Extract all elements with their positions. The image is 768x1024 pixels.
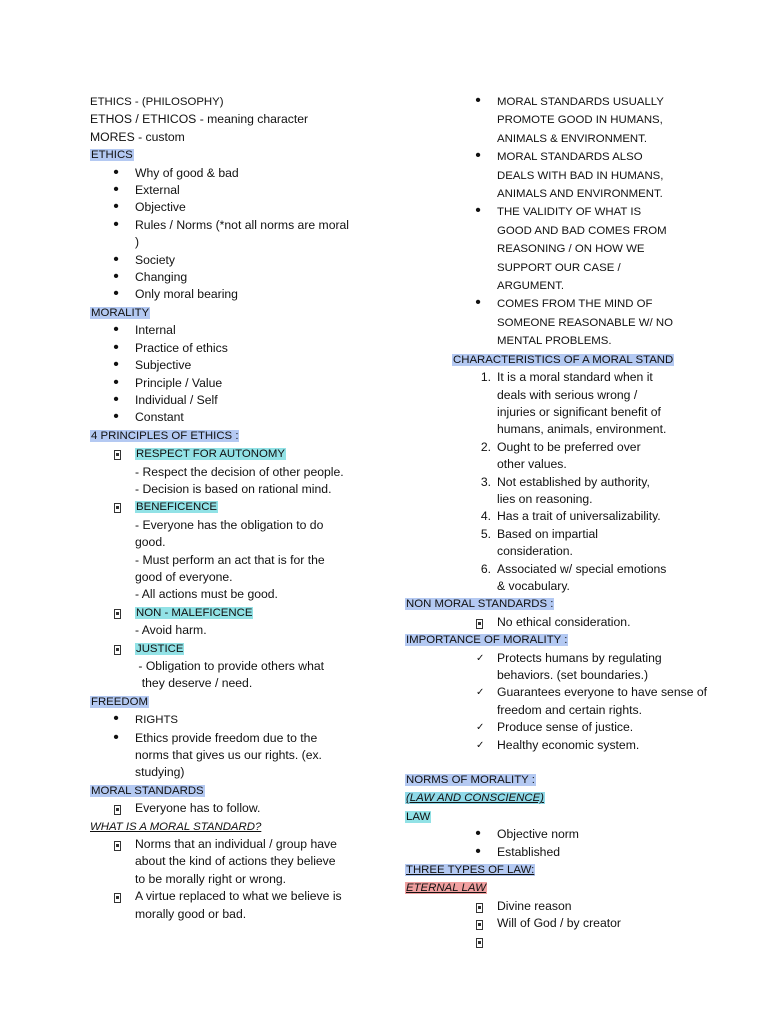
section-heading: IMPORTANCE OF MORALITY :	[406, 634, 568, 647]
line-text: ARGUMENT.	[497, 280, 565, 293]
left-line	[90, 165, 380, 182]
line-text: JUSTICE	[136, 642, 184, 655]
right-column	[405, 93, 708, 933]
line-text: RESPECT FOR AUTONOMY	[136, 448, 285, 461]
line-text: Guarantees everyone to have sense of	[497, 685, 708, 700]
line-text: behaviors. (set boundaries.)	[497, 668, 649, 682]
left-line	[90, 481, 380, 498]
bullet-icon	[472, 148, 484, 165]
line-text: THE VALIDITY OF WHAT IS	[497, 206, 642, 219]
left-line	[90, 217, 380, 234]
section-heading: NORMS OF MORALITY :	[406, 774, 535, 787]
line-text: about the kind of actions they believe	[135, 854, 336, 869]
line-text: MORAL STANDARDS USUALLY	[497, 96, 664, 108]
line-text: - Respect the decision of other people.	[135, 464, 344, 479]
line-text: Protects humans by regulating	[497, 650, 662, 665]
right-line	[405, 543, 690, 560]
line-text: MENTAL PROBLEMS.	[497, 335, 612, 348]
right-line	[405, 561, 690, 578]
line-text: MORES - custom	[90, 129, 185, 144]
bullet-icon	[110, 357, 122, 374]
line-text: External	[135, 183, 180, 198]
right-line	[405, 421, 690, 438]
line-text: PROMOTE GOOD IN HUMANS,	[497, 114, 663, 127]
right-line	[405, 771, 690, 789]
bullet-icon	[110, 165, 122, 182]
line-text: studying)	[135, 765, 185, 780]
line-text: Not established by authority,	[497, 474, 650, 489]
right-line	[405, 508, 690, 525]
line-text: freedom and certain rights.	[497, 702, 642, 717]
line-text: ETHOS / ETHICOS - meaning character	[90, 112, 309, 127]
section-heading: (LAW AND CONSCIENCE)	[406, 792, 544, 805]
left-line	[90, 286, 380, 303]
left-line	[90, 658, 380, 675]
line-text: BENEFICENCE	[136, 501, 218, 514]
right-line	[405, 240, 690, 258]
checkmark-icon: ✓	[476, 722, 485, 734]
right-line	[405, 879, 690, 897]
bullet-icon	[110, 392, 122, 409]
line-text: to be morally right or wrong.	[135, 871, 287, 886]
right-line	[405, 719, 690, 736]
line-text: Healthy economic system.	[497, 737, 640, 752]
left-line	[90, 199, 380, 216]
missing-glyph-icon	[476, 920, 483, 930]
line-text: Subjective	[135, 358, 192, 373]
right-line	[405, 526, 690, 543]
left-line	[90, 445, 380, 463]
line-text: they deserve / need.	[135, 676, 253, 691]
right-line	[405, 684, 708, 701]
line-text: ETHICS - (PHILOSOPHY)	[90, 96, 224, 108]
bullet-icon	[110, 375, 122, 392]
section-heading: ETERNAL LAW	[406, 882, 486, 895]
missing-glyph-icon	[476, 903, 483, 913]
line-text: norms that gives us our rights. (ex.	[135, 748, 322, 763]
checkmark-icon: ✓	[476, 687, 485, 699]
missing-glyph-icon	[114, 450, 121, 460]
left-line	[90, 871, 380, 888]
missing-glyph-icon	[114, 503, 121, 513]
bullet-icon	[110, 409, 122, 426]
list-number: 1.	[480, 370, 491, 385]
right-line	[405, 93, 690, 111]
line-text: Why of good & bad	[135, 165, 239, 180]
section-heading: CHARACTERISTICS OF A MORAL STAND	[453, 353, 674, 366]
line-text: A virtue replaced to what we believe is	[135, 889, 342, 904]
left-line	[90, 93, 380, 111]
right-line	[405, 491, 690, 508]
left-line	[90, 304, 380, 322]
line-text: Rules / Norms (*not all norms are moral	[135, 217, 350, 232]
bullet-icon	[110, 340, 122, 357]
right-line	[405, 578, 690, 595]
left-line	[90, 552, 380, 569]
line-text: )	[135, 235, 140, 250]
right-line	[405, 898, 690, 915]
line-text: Associated w/ special emotions	[497, 561, 667, 576]
left-line	[90, 392, 380, 409]
line-text: Everyone has to follow.	[135, 801, 261, 816]
left-line	[90, 800, 380, 817]
left-line	[90, 622, 380, 639]
right-line	[405, 631, 690, 649]
right-line	[405, 915, 690, 932]
bullet-icon	[110, 286, 122, 303]
list-number: 6.	[480, 561, 491, 576]
left-line	[90, 409, 380, 426]
checkmark-icon: ✓	[476, 739, 485, 751]
left-line	[90, 129, 380, 146]
right-line	[405, 595, 690, 613]
line-text: deals with serious wrong /	[497, 387, 638, 402]
section-heading: LAW	[406, 810, 431, 823]
right-line	[405, 167, 690, 185]
left-line	[90, 234, 380, 251]
right-line	[405, 314, 690, 332]
line-text: SOMEONE REASONABLE W/ NO	[497, 316, 673, 329]
right-line	[405, 295, 690, 313]
missing-glyph-icon	[114, 893, 121, 903]
bullet-icon	[110, 217, 122, 234]
left-line	[90, 498, 380, 516]
right-line	[405, 130, 690, 148]
line-text: Norms that an individual / group have	[135, 837, 337, 852]
line-text: morally good or bad.	[135, 906, 247, 921]
right-line	[405, 369, 690, 386]
left-line	[90, 888, 380, 905]
line-text: injuries or significant benefit of	[497, 404, 661, 419]
list-number: 5.	[480, 526, 491, 541]
left-line	[90, 853, 380, 870]
right-line	[405, 826, 690, 843]
bullet-icon	[110, 730, 122, 747]
right-line	[405, 222, 690, 240]
missing-glyph-icon	[476, 619, 483, 629]
section-heading: WHAT IS A MORAL STANDARD?	[90, 820, 262, 833]
right-line	[405, 808, 690, 826]
line-text: Established	[497, 844, 561, 859]
line-text: - All actions must be good.	[135, 587, 278, 602]
list-number: 3.	[480, 474, 491, 489]
line-text: Individual / Self	[135, 392, 218, 407]
missing-glyph-icon	[114, 805, 121, 815]
right-line	[405, 404, 690, 421]
left-line	[90, 269, 380, 286]
line-text: - Everyone has the obligation to do	[135, 517, 324, 532]
line-text: DEALS WITH BAD IN HUMANS,	[497, 169, 664, 182]
bullet-icon	[472, 844, 484, 861]
left-line	[90, 357, 380, 374]
line-text: & vocabulary.	[497, 578, 570, 593]
right-line	[405, 789, 690, 807]
missing-glyph-icon	[114, 609, 121, 619]
bullet-icon	[110, 252, 122, 269]
section-heading: THREE TYPES OF LAW:	[406, 864, 535, 877]
left-line	[90, 730, 380, 747]
section-heading: MORALITY	[91, 306, 150, 319]
checkmark-icon: ✓	[476, 652, 485, 664]
left-line	[90, 322, 380, 339]
line-text: Divine reason	[497, 898, 572, 913]
right-line	[405, 737, 690, 754]
bullet-icon	[110, 199, 122, 216]
left-column	[90, 93, 380, 923]
left-line	[90, 586, 380, 603]
right-line	[405, 844, 690, 861]
left-line	[90, 640, 380, 658]
right-line	[405, 351, 690, 369]
line-text: good of everyone.	[135, 569, 233, 584]
right-line	[405, 259, 690, 277]
left-line	[90, 146, 380, 164]
line-text: Will of God / by creator	[497, 916, 621, 931]
right-line	[405, 387, 690, 404]
right-line	[405, 754, 690, 771]
left-line	[90, 111, 380, 128]
bullet-icon	[110, 182, 122, 199]
right-line	[405, 203, 690, 221]
left-line	[90, 427, 380, 445]
left-line	[90, 604, 380, 622]
line-text: No ethical consideration.	[497, 614, 631, 629]
left-line	[90, 569, 380, 586]
left-line	[90, 340, 380, 357]
right-line	[405, 148, 690, 166]
right-line	[405, 614, 690, 631]
line-text: other values.	[497, 457, 567, 472]
line-text: Internal	[135, 323, 176, 338]
right-line	[405, 185, 690, 203]
right-line	[405, 650, 690, 667]
line-text: Objective norm	[497, 827, 579, 842]
line-text: MORAL STANDARDS ALSO	[497, 151, 643, 164]
left-line	[90, 182, 380, 199]
line-text: consideration.	[497, 544, 573, 559]
left-line	[90, 747, 380, 764]
section-heading: NON MORAL STANDARDS :	[406, 598, 554, 611]
left-line	[90, 375, 380, 392]
line-text: Principle / Value	[135, 375, 223, 390]
line-text: SUPPORT OUR CASE /	[497, 261, 621, 274]
line-text: Only moral bearing	[135, 287, 238, 302]
line-text: - Must perform an act that is for the	[135, 552, 325, 567]
left-line	[90, 693, 380, 711]
bullet-icon	[110, 269, 122, 286]
right-line	[405, 277, 690, 295]
line-text: - Obligation to provide others what	[135, 659, 325, 673]
line-text: ANIMALS & ENVIRONMENT.	[497, 132, 648, 145]
left-line	[90, 782, 380, 800]
line-text: lies on reasoning.	[497, 491, 593, 506]
line-text: NON - MALEFICENCE	[136, 606, 253, 619]
left-line	[90, 534, 380, 551]
line-text: Ethics provide freedom due to the	[135, 730, 318, 745]
left-line	[90, 252, 380, 269]
left-line	[90, 764, 380, 781]
line-text: Objective	[135, 200, 186, 215]
bullet-icon	[472, 93, 484, 110]
bullet-icon	[110, 711, 122, 728]
right-line	[405, 702, 690, 719]
bullet-icon	[472, 203, 484, 220]
missing-glyph-icon	[114, 645, 121, 655]
line-text: Has a trait of universalizability.	[497, 509, 661, 524]
right-line	[405, 861, 690, 879]
right-line	[405, 439, 690, 456]
line-text: REASONING / ON HOW WE	[497, 243, 645, 256]
line-text: Constant	[135, 410, 184, 425]
line-text: humans, animals, environment.	[497, 422, 667, 437]
right-line	[405, 474, 690, 491]
right-line	[405, 667, 690, 684]
left-line	[90, 906, 380, 923]
missing-glyph-icon	[114, 841, 121, 851]
line-text: Changing	[135, 270, 188, 285]
section-heading: 4 PRINCIPLES OF ETHICS :	[91, 429, 239, 442]
line-text: Practice of ethics	[135, 340, 228, 355]
line-text: - Decision is based on rational mind.	[135, 481, 332, 496]
right-line	[405, 332, 690, 350]
line-text: Based on impartial	[497, 526, 598, 541]
left-line	[90, 464, 380, 481]
list-number: 4.	[480, 509, 491, 524]
line-text: COMES FROM THE MIND OF	[497, 298, 653, 311]
section-heading: MORAL STANDARDS	[91, 784, 204, 797]
line-text: Society	[135, 252, 175, 267]
line-text: It is a moral standard when it	[497, 370, 653, 385]
missing-glyph-icon	[476, 938, 483, 948]
bullet-icon	[110, 322, 122, 339]
line-text: RIGHTS	[135, 714, 179, 727]
section-heading: ETHICS	[91, 149, 133, 162]
bullet-icon	[472, 826, 484, 843]
right-line	[405, 111, 690, 129]
line-text: Ought to be preferred over	[497, 439, 641, 454]
left-line	[90, 711, 380, 729]
left-line	[90, 836, 380, 853]
line-text: Produce sense of justice.	[497, 720, 634, 735]
line-text: GOOD AND BAD COMES FROM	[497, 224, 667, 237]
line-text: ANIMALS AND ENVIRONMENT.	[497, 188, 663, 201]
left-line	[90, 517, 380, 534]
left-line	[90, 818, 380, 836]
list-number: 2.	[480, 439, 491, 454]
line-text: good.	[135, 535, 166, 550]
section-heading: FREEDOM	[91, 695, 148, 708]
left-line	[90, 675, 380, 692]
bullet-icon	[472, 295, 484, 312]
right-line	[405, 456, 690, 473]
line-text: - Avoid harm.	[135, 623, 207, 638]
